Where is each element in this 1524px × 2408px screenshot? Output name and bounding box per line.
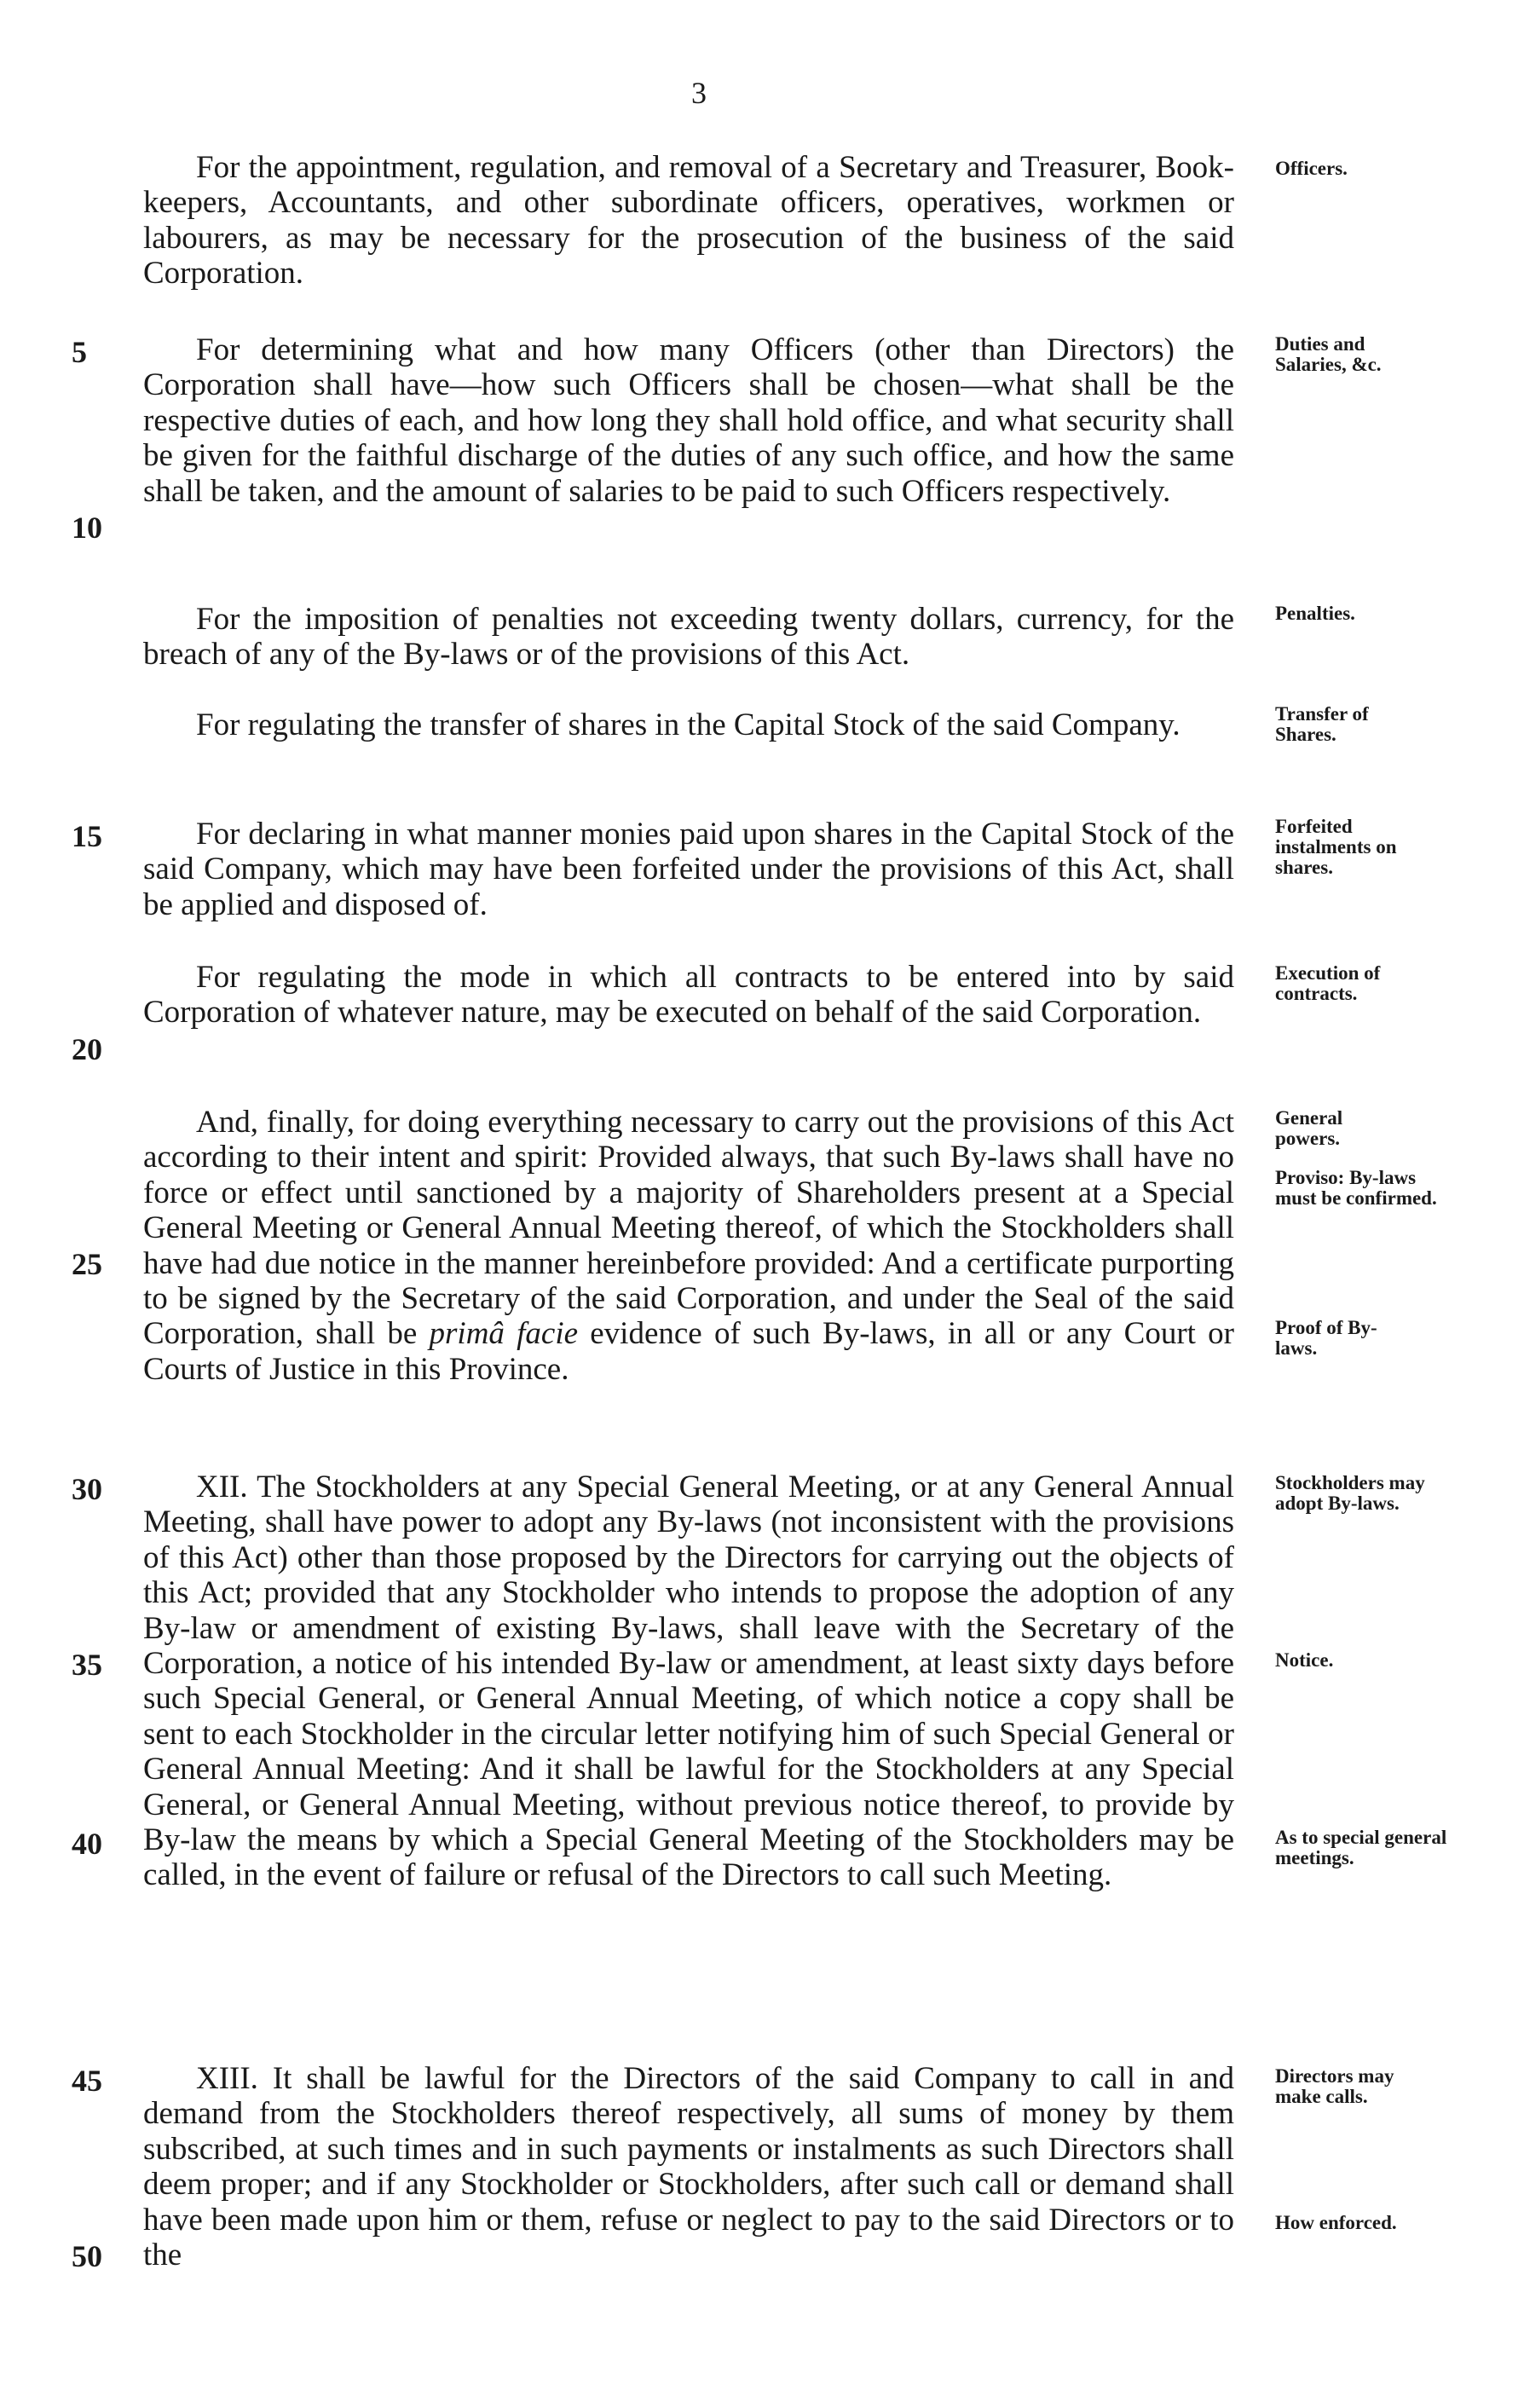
general-powers-text-before: And, finally, for doing everything necessary to carry out the provisions of this Act according to their intent and spirit: Provided always, that such By-laws shall have no force or effect until sanctioned by a majority of Shareholders present at a Special General Meeting or General Annual Meeting thereof, of which the Stockholders shall have had due notice in the manner hereinbefore provided: And a certificate purporting to be signed by the Secretary of the said Corporation, and under the Seal of the said Corporation, shall be: [143, 1105, 1234, 1352]
margin-note-directors-calls: Directors may make calls.: [1275, 2065, 1394, 2107]
line-number-5: 5: [72, 335, 87, 369]
margin-note-transfer-shares: Transfer of Shares.: [1275, 703, 1369, 745]
line-number-30: 30: [72, 1472, 102, 1506]
line-number-50: 50: [72, 2239, 102, 2273]
line-number-40: 40: [72, 1827, 102, 1861]
paragraph-section-xiii: XIII. It shall be lawful for the Directors of the said Company to call in and demand from the Stockholders thereof respectively, all sums of money by them subscribed, at such times and in such payments or instalments as such Directors shall deem proper; and if any Stockholder or Stockholders, after such call or demand shall have been made upon him or them, refuse or neglect to pay to the said Directors or to the: [143, 2061, 1234, 2273]
line-number-35: 35: [72, 1648, 102, 1682]
line-number-45: 45: [72, 2064, 102, 2098]
paragraph-section-xii: XII. The Stockholders at any Special General Meeting, or at any General Annual Meeting, shall have power to adopt any By-laws (not inconsistent with the provisions of this Act) other than those proposed by the Directors for carrying out the objects of this Act; provided that any Stockholder who intends to propose the adoption of any By-law or amendment of existing By-laws, shall leave with the Secretary of the Corporation, a notice of his intended By-law or amendment, at least sixty days before such Special General, or General Annual Meeting, of which notice a copy shall be sent to each Stockholder in the circular letter notifying him of such Special General or General Annual Meeting: And it shall be lawful for the Stockholders at any Special General, or General Annual Meeting, without previous notice thereof, to provide by By-law the means by which a Special General Meeting of the Stockholders may be called, in the event of failure or refusal of the Directors to call such Meeting.: [143, 1470, 1234, 1893]
page-number: 3: [691, 76, 707, 110]
paragraph-officers: For the appointment, regulation, and removal of a Secretary and Treasurer, Book-keepers, Accountants, and other subordinate officers, operatives, workmen or labourers, as may be necessary for the prosecution of the business of the said Corporation.: [143, 150, 1234, 292]
line-number-10: 10: [72, 511, 102, 545]
margin-note-penalties: Penalties.: [1275, 603, 1355, 624]
paragraph-general-powers: [143, 1105, 1234, 1387]
margin-note-forfeited-instalments: Forfeited instalments on shares.: [1275, 816, 1397, 878]
margin-note-duties-salaries: Duties and Salaries, &c.: [1275, 333, 1382, 375]
margin-note-officers: Officers.: [1275, 158, 1348, 179]
paragraph-execution-contracts: For regulating the mode in which all contracts to be entered into by said Corporation of whatever nature, may be executed on behalf of the said Corporation.: [143, 960, 1234, 1031]
paragraph-transfer-shares: For regulating the transfer of shares in the Capital Stock of the said Company.: [196, 707, 1181, 742]
margin-note-stockholders-adopt: Stockholders may adopt By-laws.: [1275, 1472, 1425, 1514]
line-number-20: 20: [72, 1032, 102, 1066]
paragraph-forfeited-instalments: For declaring in what manner monies paid upon shares in the Capital Stock of the said Company, which may have been forfeited under the provisions of this Act, shall be applied and disposed of.: [143, 817, 1234, 922]
line-number-25: 25: [72, 1247, 102, 1281]
margin-note-notice: Notice.: [1275, 1649, 1334, 1671]
margin-note-proviso: Proviso: By-laws must be confirmed.: [1275, 1167, 1437, 1209]
margin-note-special-meetings: As to special general meetings.: [1275, 1827, 1447, 1868]
paragraph-duties-salaries: For determining what and how many Officers (other than Directors) the Corporation shall have—how such Officers shall be chosen—what shall be the respective duties of each, and how long they shall hold office, and what security shall be given for the faithful discharge of the duties of any such office, and how the same shall be taken, and the amount of salaries to be paid to such Officers respectively.: [143, 332, 1234, 509]
line-number-15: 15: [72, 819, 102, 853]
general-powers-text-after: evidence of such By-laws, in all or any Court or Courts of Justice in this Province.: [143, 1316, 1235, 1387]
paragraph-penalties: For the imposition of penalties not exceeding twenty dollars, currency, for the breach of any of the By-laws or of the provisions of this Act.: [143, 602, 1234, 673]
margin-note-execution-contracts: Execution of contracts.: [1275, 962, 1381, 1004]
margin-note-how-enforced: How enforced.: [1275, 2212, 1397, 2233]
general-powers-italic-phrase: primâ facie: [429, 1316, 579, 1352]
margin-note-proof-bylaws: Proof of By-laws.: [1275, 1317, 1377, 1359]
margin-note-general-powers: General powers.: [1275, 1107, 1343, 1149]
